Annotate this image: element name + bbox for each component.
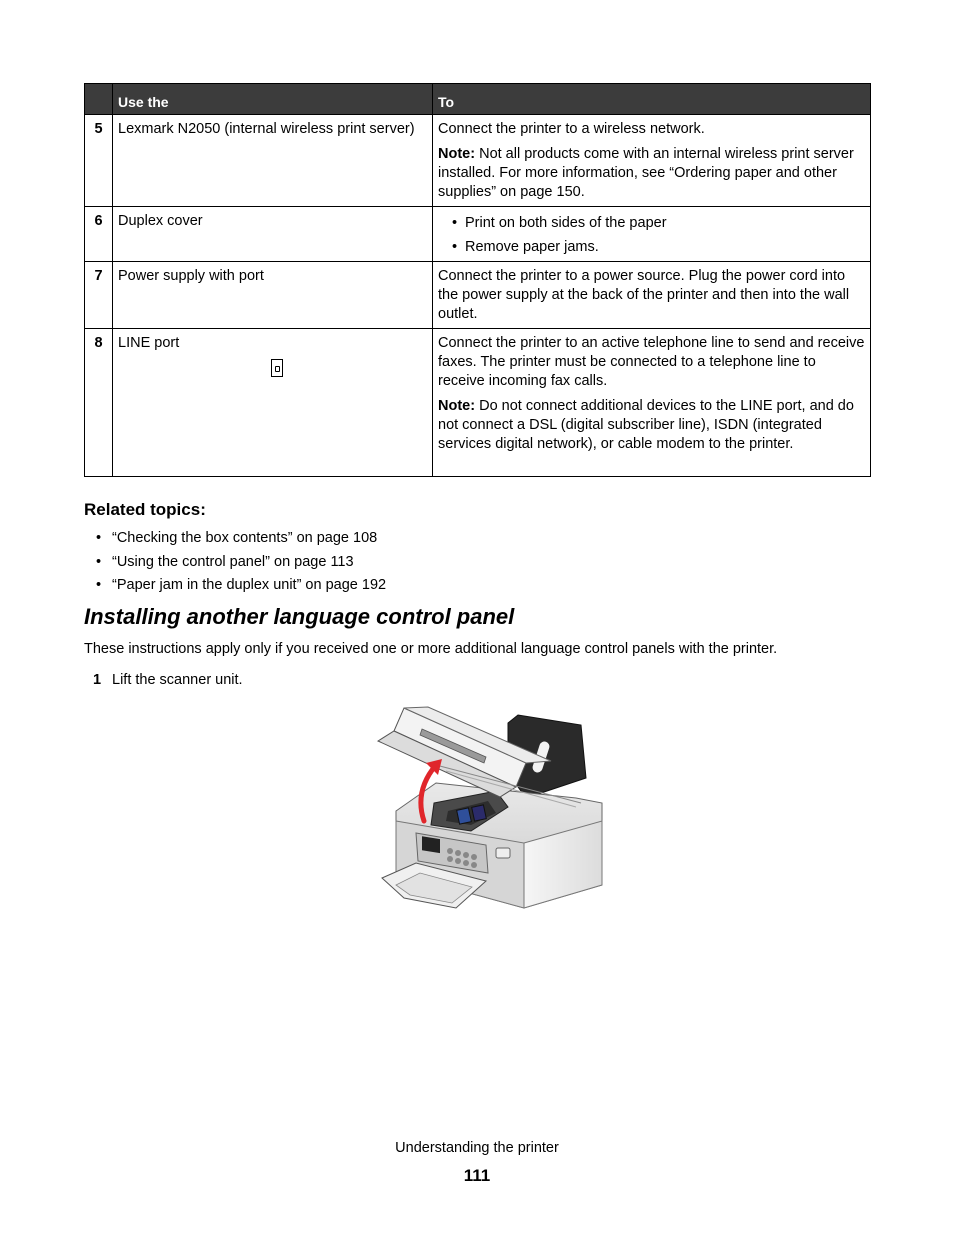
step-item [93, 672, 243, 688]
table-row [85, 207, 871, 262]
note-text: Not all products come with an internal wireless print server installed. For more information, see “Ordering paper and other supplies” on page 150. [438, 146, 854, 200]
list-item: • Remove paper jams. [452, 238, 865, 257]
step-text: Lift the scanner unit. [112, 672, 243, 688]
row-to [433, 115, 871, 207]
row-to [433, 329, 871, 477]
row-number: 6 [85, 207, 113, 262]
row-number: 5 [85, 115, 113, 207]
list-item: • Print on both sides of the paper [452, 214, 865, 233]
table-row [85, 262, 871, 329]
row-use: Duplex cover [113, 207, 433, 262]
note-label: Note: [438, 398, 476, 414]
line-port-icon [271, 359, 283, 377]
bullet-list [438, 214, 865, 257]
row-number: 8 [85, 329, 113, 477]
row-number: 7 [85, 262, 113, 329]
header-use: Use the [113, 84, 433, 115]
table-row [85, 115, 871, 207]
step-number: 1 [93, 672, 102, 688]
note-text: Do not connect additional devices to the LINE port, and do not connect a DSL (digital subscriber line), ISDN (integrated services digital network), or cable modem to the printer. [438, 398, 854, 452]
row-to [433, 207, 871, 262]
section-heading: Installing another language control panel [84, 604, 515, 629]
related-topics-heading: Related topics: [84, 500, 206, 519]
row-to-text: Connect the printer to an active telephone line to send and receive faxes. The printer must be connected to a telephone line to receive incoming fax calls. [438, 335, 865, 389]
related-topic-link[interactable]: • “Using the control panel” on page 113 [96, 551, 386, 575]
row-use: Lexmark N2050 (internal wireless print server) [113, 115, 433, 207]
printer-lift-scanner-illustration [376, 703, 606, 915]
row-to-text: Connect the printer to a wireless network. [438, 121, 705, 137]
parts-table [84, 83, 871, 477]
intro-paragraph: These instructions apply only if you received one or more additional language control panels with the printer. [84, 641, 778, 657]
header-num [85, 84, 113, 115]
row-note [438, 145, 865, 202]
related-topic-link[interactable]: • “Checking the box contents” on page 108 [96, 527, 386, 551]
related-topics-list [96, 527, 386, 598]
row-use [113, 329, 433, 477]
table-row [85, 329, 871, 477]
table-header-row [85, 84, 871, 115]
header-to: To [433, 84, 871, 115]
footer-title: Understanding the printer [395, 1140, 559, 1156]
row-use: Power supply with port [113, 262, 433, 329]
row-use-text: LINE port [118, 335, 180, 351]
related-topic-link[interactable]: • “Paper jam in the duplex unit” on page 192 [96, 574, 386, 598]
page-number: 111 [463, 1166, 491, 1185]
row-to: Connect the printer to a power source. Plug the power cord into the power supply at the back of the printer and then into the wall outlet. [433, 262, 871, 329]
row-note [438, 397, 865, 454]
note-label: Note: [438, 146, 476, 162]
